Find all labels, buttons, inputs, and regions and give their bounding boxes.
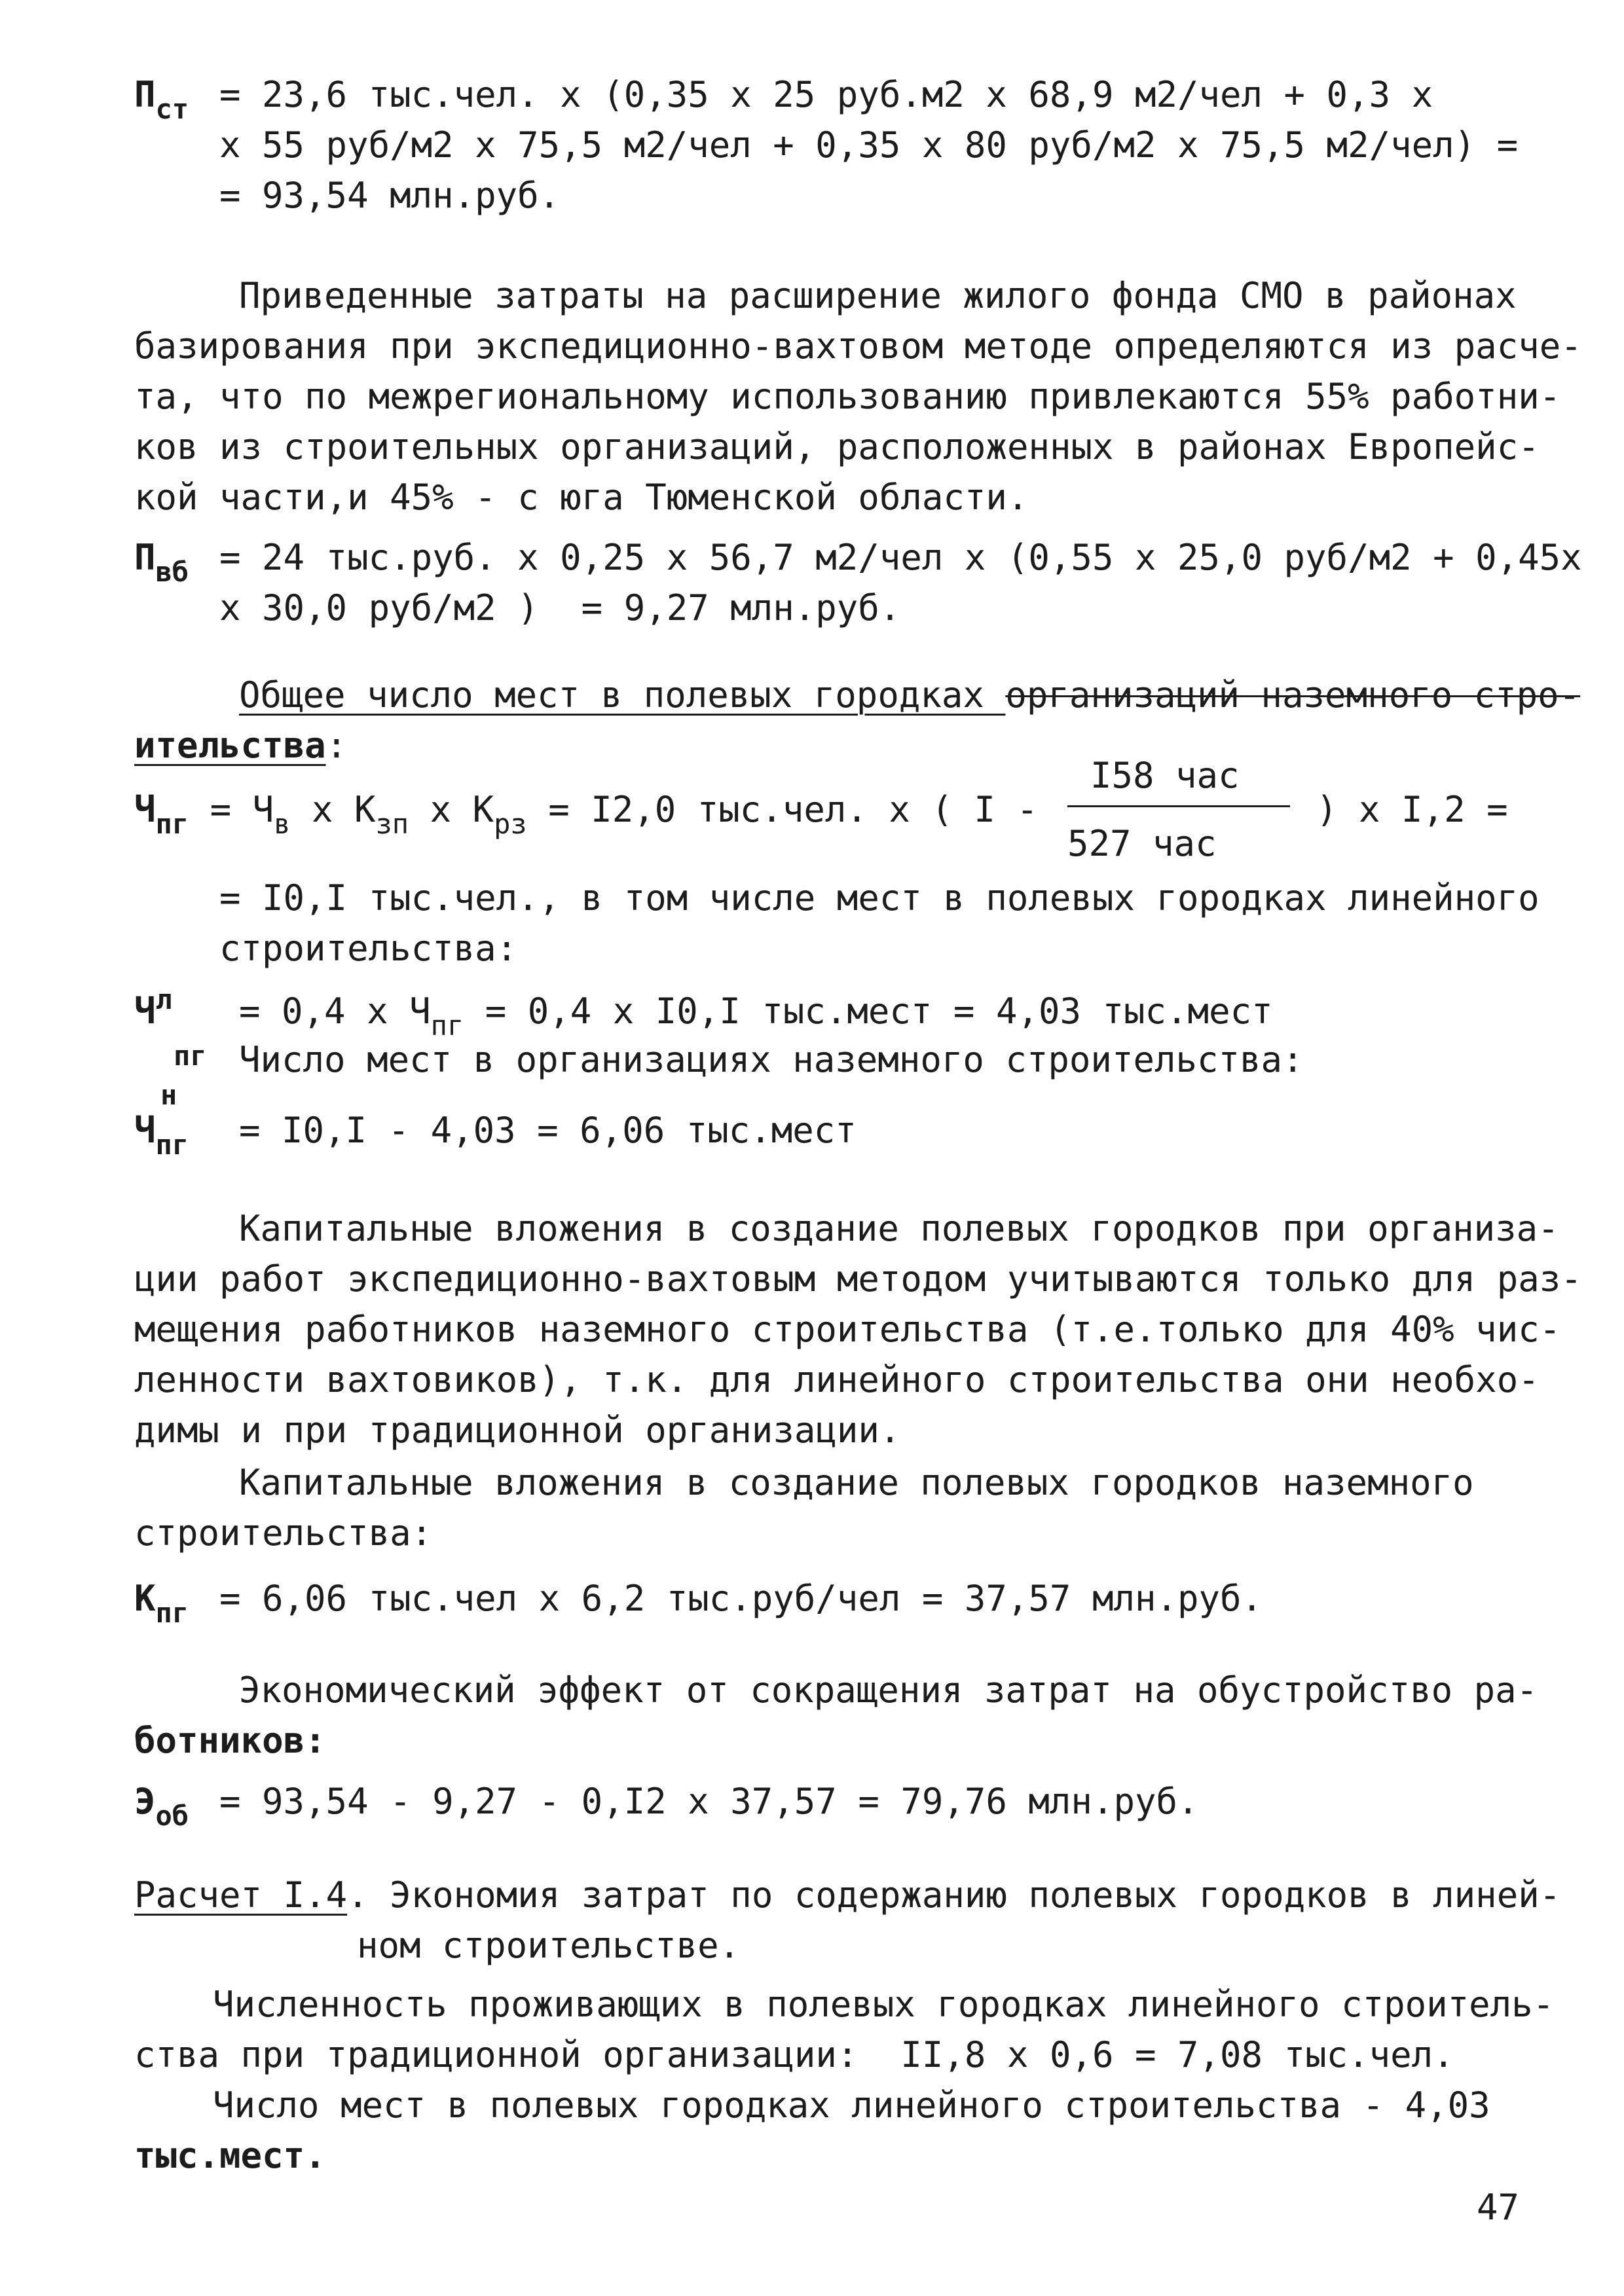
formula-chpg-line3: строительства: [219, 928, 518, 969]
fraction-denominator: 527 час [1067, 823, 1217, 864]
formula-pvb-line2: х 30,0 руб/м2 ) = 9,27 млн.руб. [219, 587, 901, 629]
formula-chpg-line2: = I0,I тыс.чел., в том числе мест в полевых городках линейного [219, 877, 1540, 919]
page-number: 47 [1477, 2187, 1520, 2228]
para4-line2: ботников: [134, 1720, 326, 1761]
para1-line2: базирования при экспедиционно-вахтовом методе определяются из расче- [134, 325, 1582, 367]
formula-chl-symbol: $Ч^л$ [134, 983, 172, 1032]
formula-chl-text: = 0,4 х $Ч_{пг} = 0,4$ х I0,I тыс.мест = 4,03 тыс.мест [239, 991, 1273, 1042]
para5-line2: ства при традиционной организации: II,8 х 0,6 = 7,08 тыс.чел. [134, 2034, 1454, 2075]
fraction-bar [1067, 805, 1290, 807]
formula-chn-text: = I0,I - 4,03 = 6,06 тыс.мест [239, 1110, 857, 1151]
para2-line1: Капитальные вложения в создание полевых городков при организа- [239, 1208, 1559, 1249]
formula-kpg-text: = 6,06 тыс.чел х 6,2 тыс.руб/чел = 37,57 млн.руб. [219, 1578, 1263, 1619]
para1-line5: кой части,и 45% - с юга Тюменской области. [134, 477, 1029, 518]
para2-line4: ленности вахтовиков), т.к. для линейного строительства они необхо- [134, 1359, 1540, 1400]
para3-line2: строительства: [134, 1512, 433, 1554]
formula-chpg-line1: $Ч_{пг} = Ч_в$ х $К_{зп}$ х $К_{рз} = I2,0$ тыс.чел. х ( I - [134, 789, 1038, 840]
para2-line3: мещения работников наземного строительства (т.е.только для 40% чис- [134, 1309, 1561, 1350]
formula-chn-symbol: $Ч_{пг}$ [134, 1110, 189, 1161]
para2-line5: димы и при традиционной организации. [134, 1410, 901, 1451]
formula-pvb-line1: = 24 тыс.руб. х 0,25 х 56,7 м2/чел х (0,55 х 25,0 руб/м2 + 0,45х [219, 537, 1582, 578]
para6-line1: Число мест в полевых городках линейного строительства - 4,03 [213, 2085, 1490, 2126]
fraction-numerator: I58 час [1090, 755, 1240, 796]
para1-line1: Приведенные затраты на расширение жилого фонда СМО в районах [239, 275, 1517, 316]
formula-chn-sup: н [160, 1079, 177, 1111]
formula-chl-sub: пг [174, 1040, 207, 1072]
para2-line2: ции работ экспедиционно-вахтовым методом учитываются только для раз- [134, 1258, 1582, 1300]
para3-line1: Капитальные вложения в создание полевых городков наземного [239, 1462, 1474, 1503]
para1-line4: ков из строительных организаций, расположенных в районах Европейс- [134, 426, 1540, 467]
para6-line2: тыс.мест. [134, 2135, 326, 2176]
formula-eob-symbol: $Э_{об}$ [134, 1781, 189, 1832]
formula-pst-line2: х 55 руб/м2 х 75,5 м2/чел + 0,35 х 80 руб/м2 х 75,5 м2/чел) = [219, 124, 1519, 166]
calc14-title-line2: ном строительстве. [357, 1925, 741, 1966]
formula-pst-line1: = 23,6 тыс.чел. х (0,35 х 25 руб.м2 х 68,9 м2/чел + 0,3 х [219, 74, 1433, 115]
formula-pst-symbol: $П_{ст}$ [134, 74, 189, 125]
formula-chl-note: Число мест в организациях наземного строительства: [239, 1039, 1304, 1080]
formula-eob-text: = 93,54 - 9,27 - 0,I2 х 37,57 = 79,76 млн.руб. [219, 1781, 1199, 1822]
para4-line1: Экономический эффект от сокращения затрат на обустройство ра- [239, 1669, 1538, 1711]
para1-line3: та, что по межрегиональному использованию привлекаются 55% работни- [134, 376, 1561, 417]
calc14-label: Расчет I.4 [134, 1874, 348, 1916]
formula-pvb-symbol: $П_{вб}$ [134, 537, 189, 588]
para5-line1: Численность проживающих в полевых городках линейного строитель- [213, 1984, 1555, 2025]
calc14-title-line1: Расчет I.4. Экономия затрат по содержанию полевых городков в линей- [134, 1874, 1561, 1916]
formula-chpg-tail: ) х I,2 = [1316, 789, 1508, 830]
formula-kpg-symbol: $К_{пг}$ [134, 1578, 189, 1629]
formula-pst-line3: = 93,54 млн.руб. [219, 175, 561, 216]
heading-places-line1: Общее число мест в полевых городках организаций наземного стро- [239, 674, 1581, 716]
heading-places-line2: ительства: [134, 725, 348, 766]
